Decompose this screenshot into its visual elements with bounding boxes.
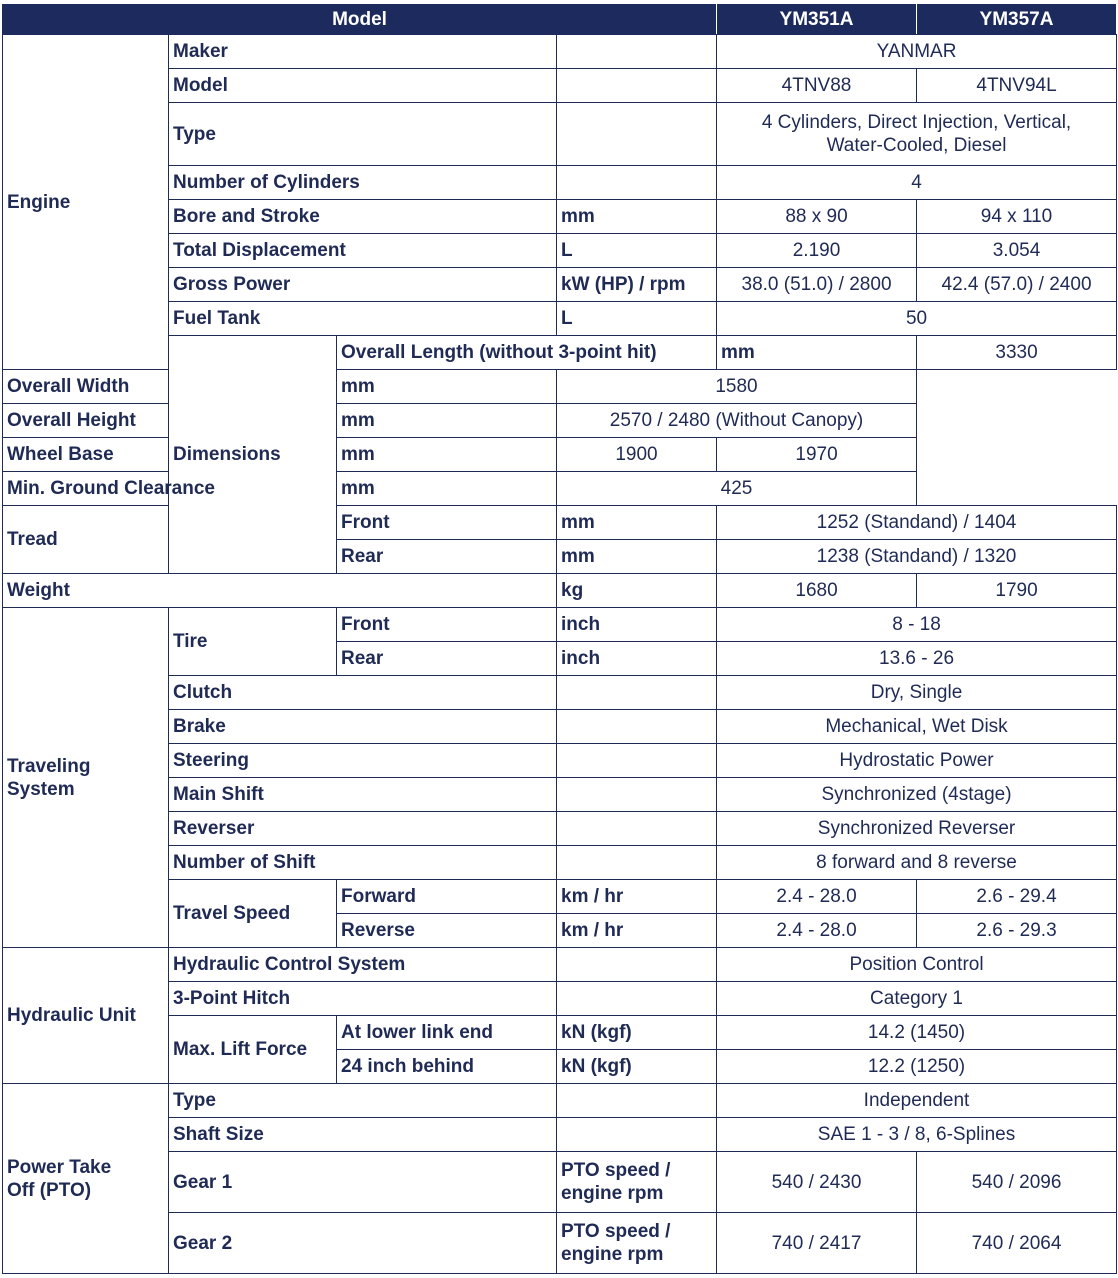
row-label: Overall Length (without 3-point hit) [337,336,717,370]
spec-table [2,3,1117,1274]
group-line: Off (PTO) [7,1179,92,1201]
value-cell: Category 1 [717,982,1117,1016]
row-label: Bore and Stroke [169,200,557,234]
row-label: Number of Shift [169,846,557,880]
table-row [3,200,1117,234]
value-cell-b: 94 x 110 [917,200,1117,234]
value-cell-a: 740 / 2417 [717,1213,917,1274]
value-cell-a: 1900 [557,438,717,472]
sub-row-label: Front [337,506,557,540]
value-cell-a: 1680 [717,574,917,608]
table-row [3,846,1117,880]
row-label: Gear 1 [169,1152,557,1213]
row-label: 3-Point Hitch [169,982,557,1016]
unit-cell: inch [557,642,717,676]
unit-cell [557,676,717,710]
sub-row-label: Front [337,608,557,642]
row-label: Min. Ground Clearance [3,472,337,506]
unit-cell: mm [557,200,717,234]
value-cell: Position Control [717,948,1117,982]
unit-cell: L [557,302,717,336]
value-cell-a: 2.190 [717,234,917,268]
value-line: Water-Cooled, Diesel [826,135,1007,156]
value-cell-b: 1970 [717,438,917,472]
table-row [3,1213,1117,1274]
value-cell: 425 [557,472,917,506]
value-cell: Synchronized (4stage) [717,778,1117,812]
table-row [3,234,1117,268]
table-row [3,1016,1117,1050]
unit-cell: mm [337,404,557,438]
row-label: Hydraulic Control System [169,948,557,982]
value-cell: Synchronized Reverser [717,812,1117,846]
group-line: System [7,778,75,800]
row-label: Overall Height [3,404,337,438]
row-label: Gear 2 [169,1213,557,1274]
table-row [3,574,1117,608]
unit-line: PTO speed / [561,1221,671,1242]
value-cell-a: 38.0 (51.0) / 2800 [717,268,917,302]
value-cell-a: 2.4 - 28.0 [717,880,917,914]
table-row [3,744,1117,778]
unit-cell: kN (kgf) [557,1016,717,1050]
value-cell-b: 740 / 2064 [917,1213,1117,1274]
unit-cell [557,778,717,812]
value-cell: Dry, Single [717,676,1117,710]
group-line: Traveling [7,755,91,777]
model-b-header: YM357A [917,4,1117,35]
table-row [3,370,1117,404]
table-row [3,404,1117,438]
unit-cell: L [557,234,717,268]
unit-cell: mm [557,540,717,574]
unit-cell [557,744,717,778]
row-label: Wheel Base [3,438,337,472]
table-row [3,472,1117,506]
sub-row-label: Rear [337,540,557,574]
unit-cell: km / hr [557,914,717,948]
unit-cell [557,103,717,166]
group-pto [3,1084,169,1274]
value-cell: 50 [717,302,1117,336]
table-row [3,103,1117,166]
unit-cell [557,1084,717,1118]
sub-row-label: Forward [337,880,557,914]
row-label: Type [169,103,557,166]
group-traveling [3,608,169,948]
unit-cell: inch [557,608,717,642]
value-cell-b: 1790 [917,574,1117,608]
value-cell: 13.6 - 26 [717,642,1117,676]
sub-row-label: At lower link end [337,1016,557,1050]
value-cell-a: 4TNV88 [717,69,917,103]
row-label: Model [169,69,557,103]
value-cell: Hydrostatic Power [717,744,1117,778]
unit-cell [557,1118,717,1152]
table-row [3,69,1117,103]
row-label: Number of Cylinders [169,166,557,200]
value-cell: 1580 [557,370,917,404]
table-row [3,880,1117,914]
row-label: Maker [169,35,557,69]
row-label: Tread [3,506,169,574]
table-row [3,812,1117,846]
unit-cell [557,812,717,846]
model-header: Model [3,4,717,35]
group-engine: Engine [3,35,169,370]
table-row [3,1118,1117,1152]
value-cell-a: 88 x 90 [717,200,917,234]
unit-cell: kN (kgf) [557,1050,717,1084]
unit-cell: mm [717,336,917,370]
row-label: Type [169,1084,557,1118]
group-weight: Weight [3,574,557,608]
value-cell: 14.2 (1450) [717,1016,1117,1050]
group-hydraulic: Hydraulic Unit [3,948,169,1084]
table-row [3,336,1117,370]
unit-cell [557,35,717,69]
unit-cell: mm [337,438,557,472]
unit-cell: mm [337,370,557,404]
table-row [3,608,1117,642]
value-cell: 2570 / 2480 (Without Canopy) [557,404,917,438]
unit-cell: mm [337,472,557,506]
unit-cell: kg [557,574,717,608]
row-label: Shaft Size [169,1118,557,1152]
row-label: Clutch [169,676,557,710]
unit-line: PTO speed / [561,1160,671,1181]
unit-line: engine rpm [561,1244,664,1265]
value-cell: 4 [717,166,1117,200]
value-cell: 1252 (Standand) / 1404 [717,506,1117,540]
value-cell-a: 2.4 - 28.0 [717,914,917,948]
value-cell: SAE 1 - 3 / 8, 6-Splines [717,1118,1117,1152]
row-label: Tire [169,608,337,676]
value-cell [717,103,1117,166]
value-cell-b: 540 / 2096 [917,1152,1117,1213]
table-row [3,438,1117,472]
sub-row-label: Rear [337,642,557,676]
unit-cell [557,1152,717,1213]
value-cell: Independent [717,1084,1117,1118]
table-row [3,982,1117,1016]
value-cell-b: 42.4 (57.0) / 2400 [917,268,1117,302]
group-dimensions: Dimensions [169,336,337,574]
table-row [3,166,1117,200]
row-label: Fuel Tank [169,302,557,336]
row-label: Travel Speed [169,880,337,948]
row-label: Brake [169,710,557,744]
table-row [3,710,1117,744]
row-label: Max. Lift Force [169,1016,337,1084]
table-row [3,778,1117,812]
row-label: Main Shift [169,778,557,812]
row-label: Reverser [169,812,557,846]
unit-cell [557,948,717,982]
unit-cell [557,166,717,200]
unit-cell: mm [557,506,717,540]
row-label: Gross Power [169,268,557,302]
value-cell-a: 3330 [917,336,1117,370]
group-line: Power Take [7,1156,112,1178]
unit-cell [557,69,717,103]
value-line: 4 Cylinders, Direct Injection, Vertical, [761,112,1072,133]
value-cell-b: 3.054 [917,234,1117,268]
sub-row-label: Reverse [337,914,557,948]
unit-cell [557,1213,717,1274]
table-row [3,948,1117,982]
value-cell-a: 540 / 2430 [717,1152,917,1213]
row-label: Overall Width [3,370,337,404]
unit-cell [557,982,717,1016]
model-a-header: YM351A [717,4,917,35]
header-row [3,4,1117,35]
value-cell: YANMAR [717,35,1117,69]
table-row [3,1152,1117,1213]
value-cell-b: 2.6 - 29.4 [917,880,1117,914]
value-cell: 8 - 18 [717,608,1117,642]
unit-cell: kW (HP) / rpm [557,268,717,302]
unit-cell [557,710,717,744]
table-row [3,268,1117,302]
value-cell-b: 2.6 - 29.3 [917,914,1117,948]
unit-cell: km / hr [557,880,717,914]
value-cell-b: 4TNV94L [917,69,1117,103]
table-row [3,35,1117,69]
unit-cell [557,846,717,880]
value-cell: 12.2 (1250) [717,1050,1117,1084]
unit-line: engine rpm [561,1183,664,1204]
table-row [3,302,1117,336]
value-cell: 8 forward and 8 reverse [717,846,1117,880]
value-cell: 1238 (Standand) / 1320 [717,540,1117,574]
row-label: Steering [169,744,557,778]
value-cell: Mechanical, Wet Disk [717,710,1117,744]
table-row [3,1084,1117,1118]
row-label: Total Displacement [169,234,557,268]
table-row [3,676,1117,710]
sub-row-label: 24 inch behind [337,1050,557,1084]
